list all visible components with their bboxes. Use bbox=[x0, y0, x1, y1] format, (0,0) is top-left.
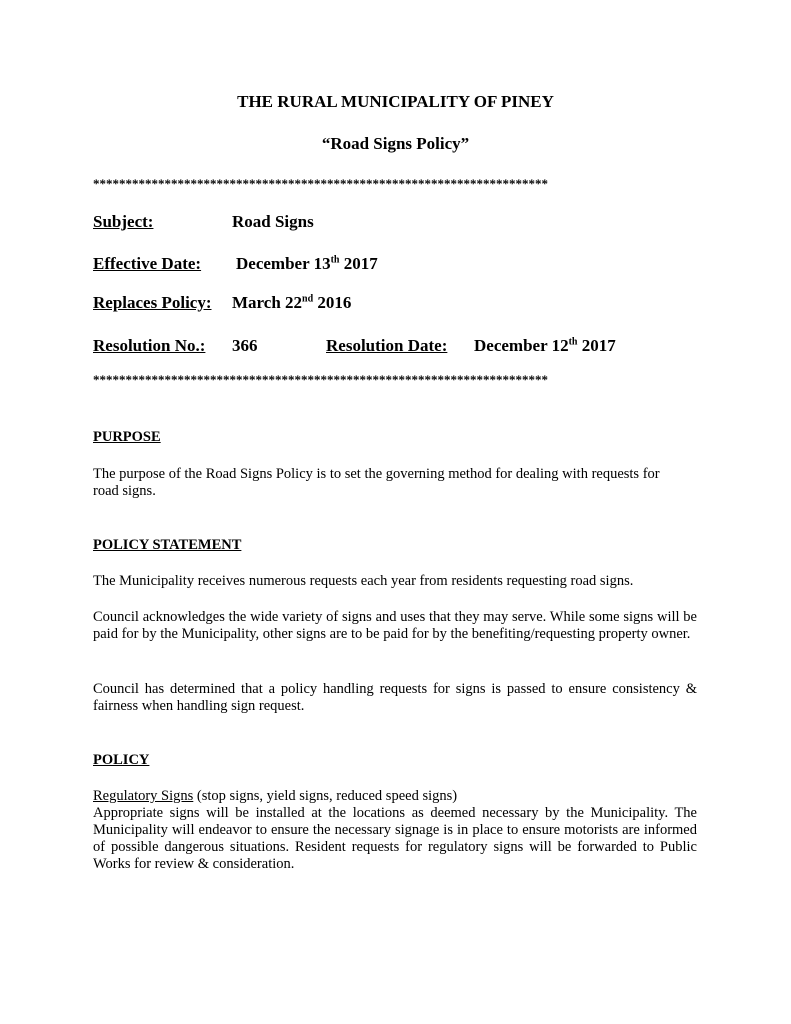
divider-top: ********************************************************************** bbox=[93, 176, 548, 191]
resolution-date-value: December 12th 2017 bbox=[474, 336, 616, 355]
effective-date-value: December 13th 2017 bbox=[236, 254, 378, 273]
purpose-heading: PURPOSE bbox=[93, 429, 161, 445]
resolution-date-label: Resolution Date: bbox=[326, 336, 448, 355]
regulatory-signs-text: Appropriate signs will be installed at the locations as deemed necessary by the Municipality. The Municipality will endeavor to ensure the necessary signage is in place to ensure motorists are informed of possible dangerous situations. Resident requests for regulatory signs will be forwarded to Public Works for review & consideration. bbox=[93, 805, 697, 872]
replaces-policy-value: March 22nd 2016 bbox=[232, 293, 352, 312]
policy-title: “Road Signs Policy” bbox=[321, 134, 470, 153]
resolution-no-value: 366 bbox=[232, 336, 258, 355]
divider-bottom: ********************************************************************** bbox=[93, 372, 548, 387]
regulatory-signs-title bbox=[93, 788, 697, 805]
regulatory-signs-label: Regulatory Signs bbox=[93, 788, 194, 804]
replaces-policy-label: Replaces Policy: bbox=[93, 293, 212, 312]
policy-heading: POLICY bbox=[93, 752, 150, 768]
statement-paragraph-1: The Municipality receives numerous requests each year from residents requesting road signs. bbox=[93, 573, 634, 589]
statement-paragraph-2: Council acknowledges the wide variety of signs and uses that they may serve. While some signs will be paid for by the Municipality, other signs are to be paid for by the benefiting/requesting property owner. bbox=[93, 609, 697, 642]
regulatory-signs-note: (stop signs, yield signs, reduced speed signs) bbox=[193, 788, 458, 804]
subject-label: Subject: bbox=[93, 212, 154, 231]
subject-value: Road Signs bbox=[232, 212, 314, 231]
purpose-text: The purpose of the Road Signs Policy is to set the governing method for dealing with requests for road signs. bbox=[93, 466, 660, 499]
statement-paragraph-3: Council has determined that a policy handling requests for signs is passed to ensure consistency & fairness when handling sign request. bbox=[93, 681, 697, 714]
org-title: THE RURAL MUNICIPALITY OF PINEY bbox=[237, 92, 554, 111]
effective-date-label: Effective Date: bbox=[93, 254, 202, 273]
policy-statement-heading: POLICY STATEMENT bbox=[93, 537, 242, 553]
resolution-no-label: Resolution No.: bbox=[93, 336, 206, 355]
